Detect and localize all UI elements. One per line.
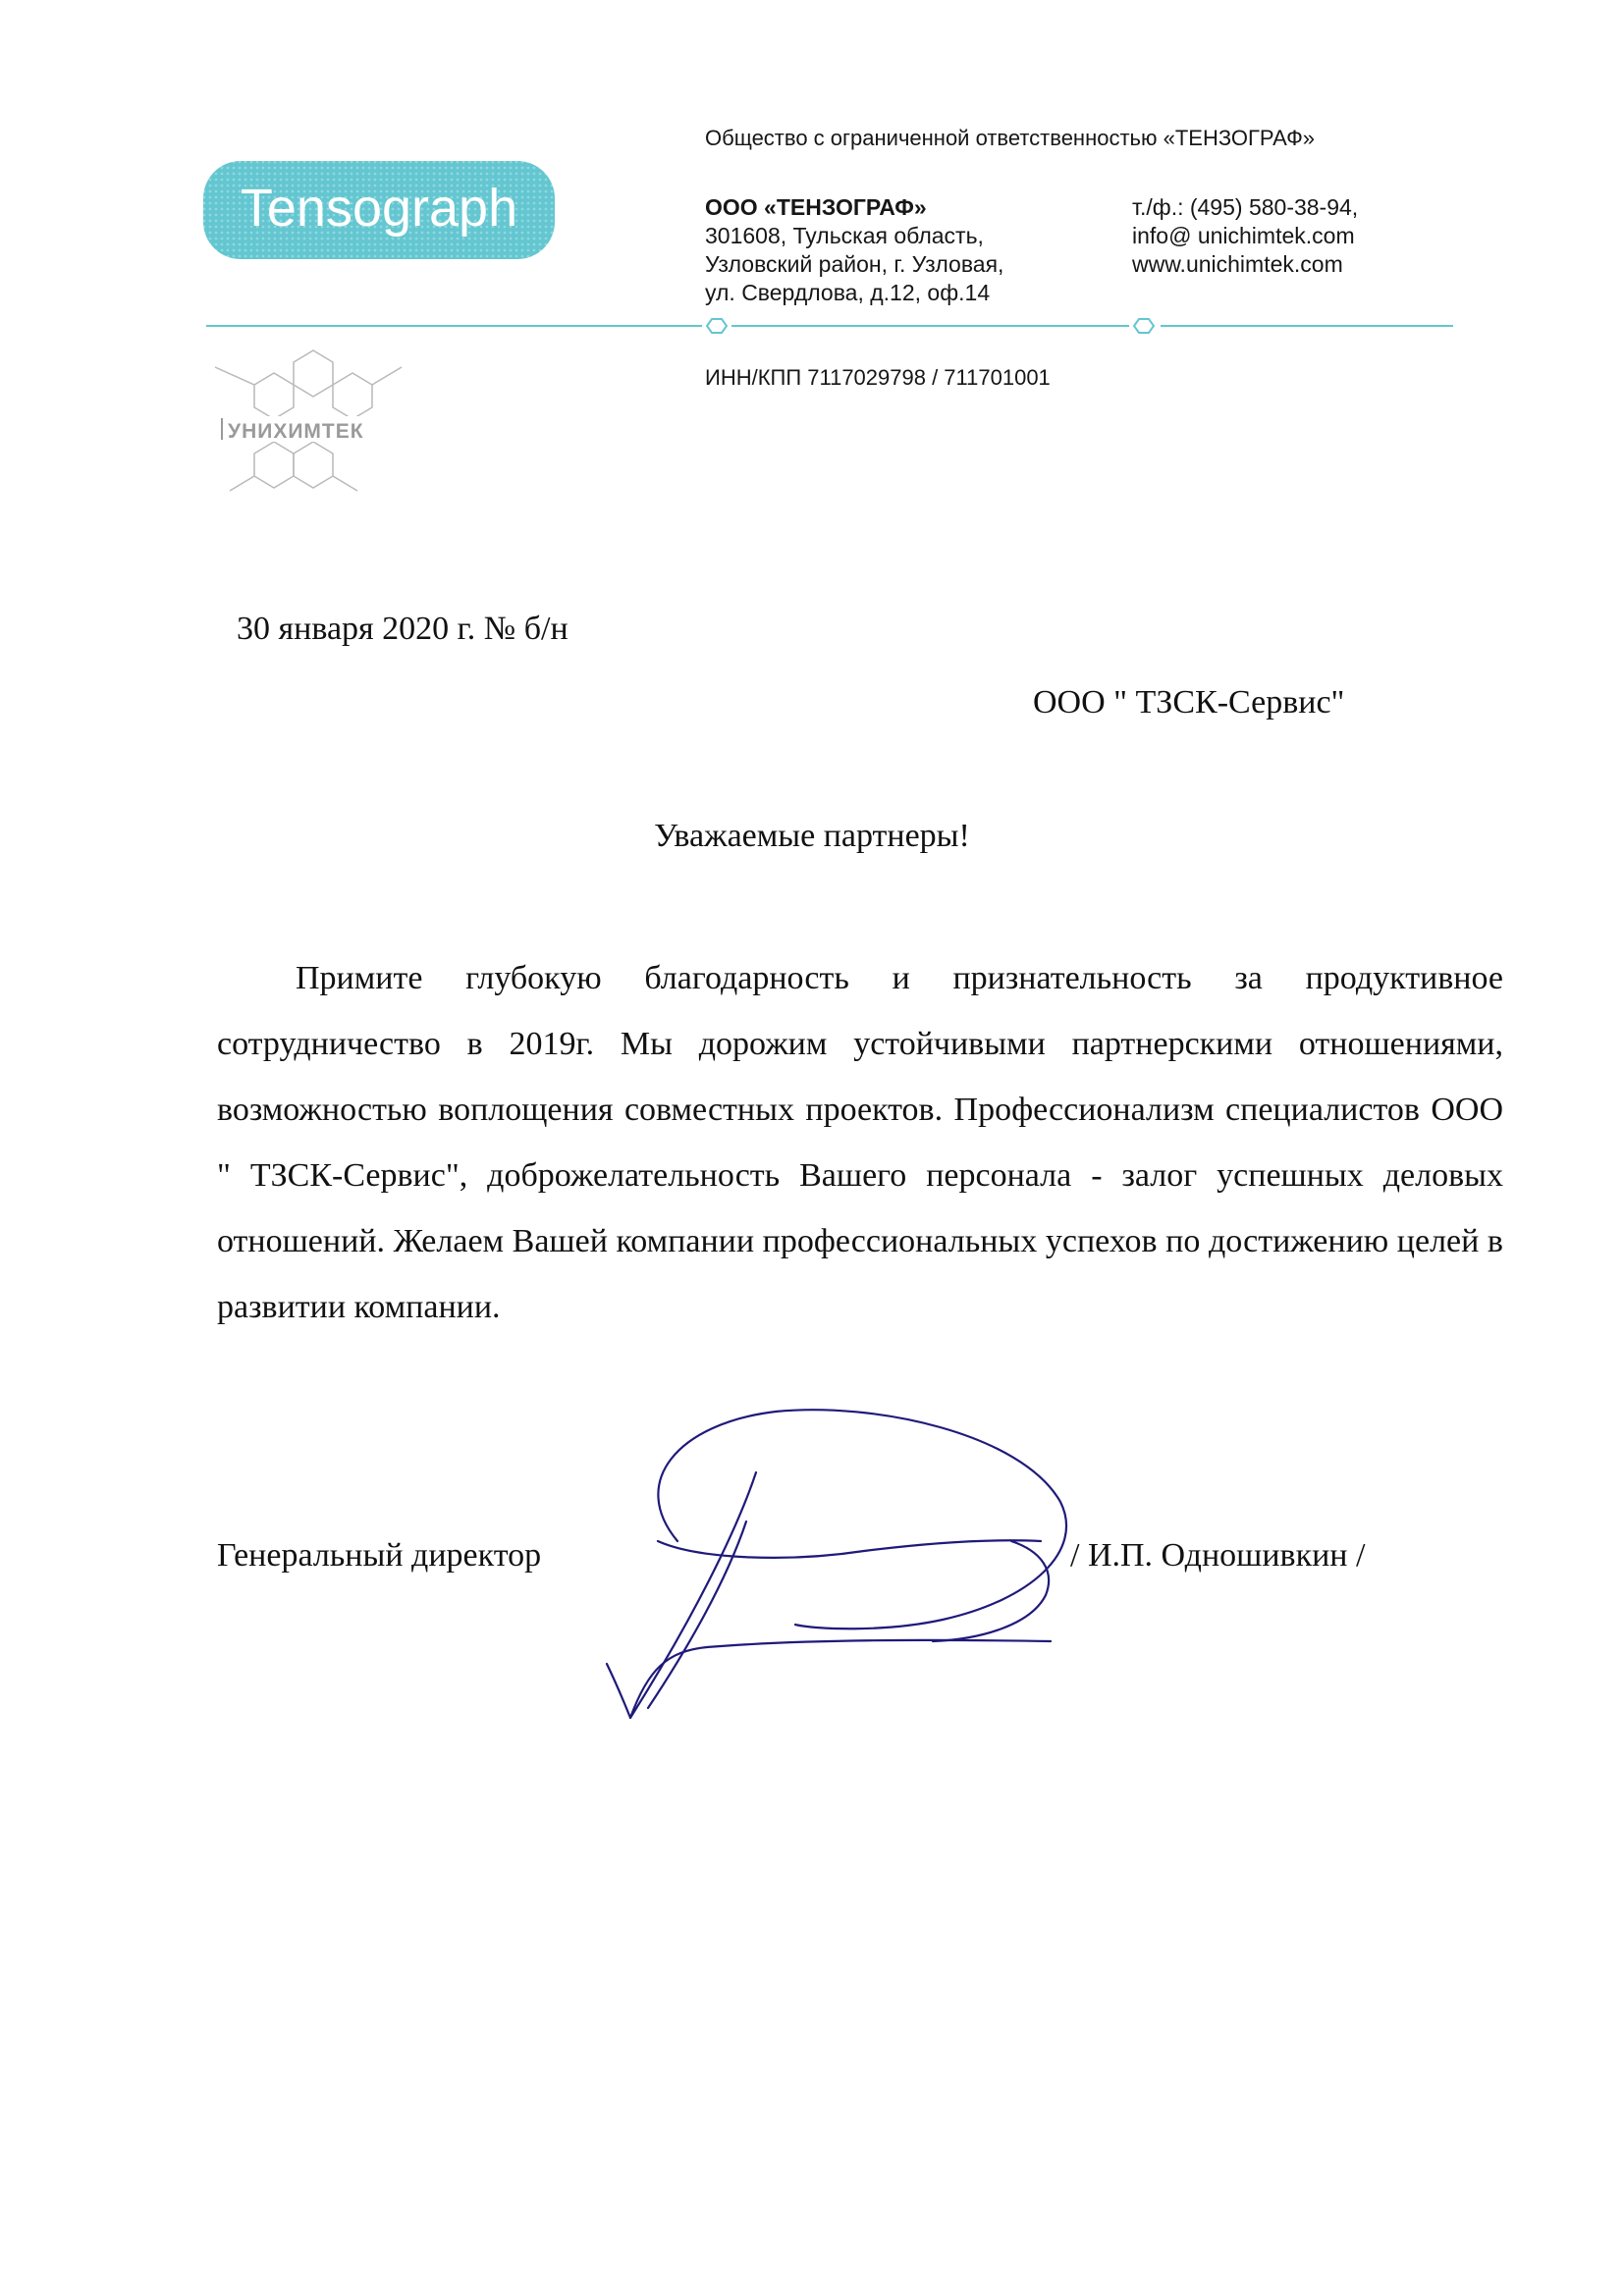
svg-text:Tensograph: Tensograph xyxy=(240,179,518,238)
address-line: ул. Свердлова, д.12, оф.14 xyxy=(705,280,991,305)
letterhead-divider xyxy=(206,316,1453,336)
unichimtek-logo xyxy=(210,346,416,493)
letter-body: Примите глубокую благодарность и признательность за продуктивное сотрудничество в 2019г. Мы дорожим устойчивыми партнерскими отношениями, возможностью воплощения совместных проектов. Профессионализм специалистов ООО " ТЗСК-Сервис", доброжелательность Вашего персонала - залог успешных деловых отношений. Желаем Вашей компании профессиональных успехов по достижению целей в развитии компании. xyxy=(217,960,1503,1325)
signatory-title: Генеральный директор xyxy=(217,1537,542,1574)
address-line: 301608, Тульская область, xyxy=(705,223,984,248)
letter-date: 30 января 2020 г. № б/н xyxy=(237,611,568,647)
address-line: Узловский район, г. Узловая, xyxy=(705,251,1004,277)
greeting: Уважаемые партнеры! xyxy=(654,818,970,854)
svg-text:УНИХИМТЕК: УНИХИМТЕК xyxy=(228,420,364,443)
tensograph-logo xyxy=(201,159,557,261)
website: www.unichimtek.com xyxy=(1132,251,1343,277)
org-short-name: ООО «ТЕНЗОГРАФ» xyxy=(705,194,927,220)
inn-kpp: ИНН/КПП 7117029798 / 711701001 xyxy=(705,365,1051,390)
contact-block xyxy=(1132,193,1358,279)
handwritten-signature xyxy=(589,1394,1100,1747)
phone: т./ф.: (495) 580-38-94, xyxy=(1132,194,1359,220)
signatory-name: / И.П. Одношивкин / xyxy=(1070,1537,1366,1574)
org-full-name: Общество с ограниченной ответственностью «ТЕНЗОГРАФ» xyxy=(705,126,1316,150)
email: info@ unichimtek.com xyxy=(1132,223,1355,248)
address-block xyxy=(705,193,1003,307)
addressee: ООО " ТЗСК-Сервис" xyxy=(1033,684,1345,721)
